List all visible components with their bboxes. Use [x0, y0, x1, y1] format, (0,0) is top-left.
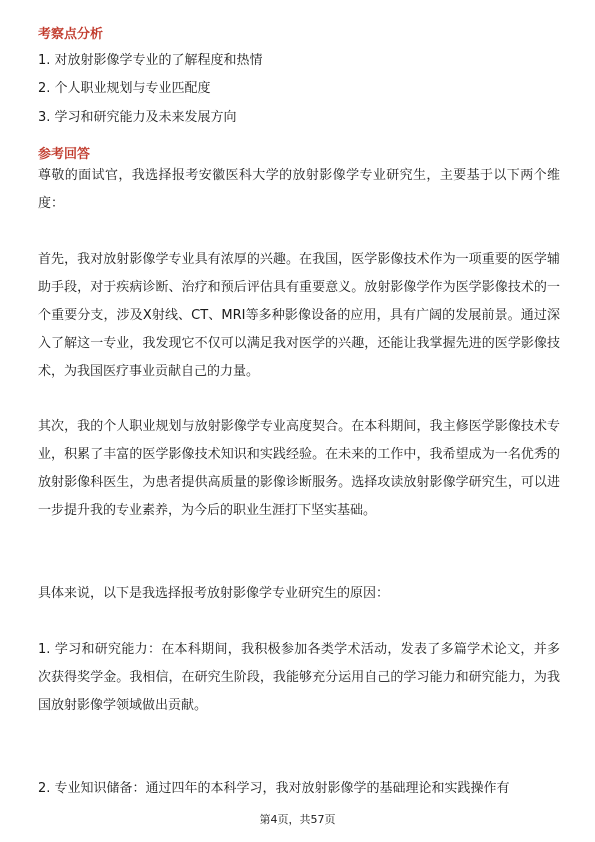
analysis-point-3: 3. 学习和研究能力及未来发展方向 [38, 110, 237, 125]
analysis-point-2: 2. 个人职业规划与专业匹配度 [38, 81, 211, 96]
answer-paragraph-reason-2: 2. 专业知识储备：通过四年的本科学习，我对放射影像学的基础理论和实践操作有 [38, 781, 510, 796]
answer-paragraph-reasons-intro: 具体来说，以下是我选择报考放射影像学专业研究生的原因： [38, 586, 390, 601]
analysis-point-1: 1. 对放射影像学专业的了解程度和热情 [38, 53, 263, 68]
answer-paragraph-interest: 首先，我对放射影像学专业具有浓厚的兴趣。在我国，医学影像技术作为一项重要的医学辅助手段，对于疾病诊断、治疗和预后评估具有重要意义。放射影像学作为医学影像技术的一个重要分支，涉及X射线、CT、MRI等多种影像设备的应用，具有广阔的发展前景。通过深入了解这一专业，我发现它不仅可以满足我对医学的兴趣，还能让我掌握先进的医学影像技术，为我国医疗事业贡献自己的力量。 [38, 252, 560, 379]
section-heading-analysis: 考察点分析 [38, 27, 104, 42]
answer-paragraph-career: 其次，我的个人职业规划与放射影像学专业高度契合。在本科期间，我主修医学影像技术专业，积累了丰富的医学影像技术知识和实践经验。在未来的工作中，我希望成为一名优秀的放射影像科医生，为患者提供高质量的影像诊断服务。选择攻读放射影像学研究生，可以进一步提升我的专业素养，为今后的职业生涯打下坚实基础。 [38, 419, 560, 518]
answer-paragraph-intro: 尊敬的面试官，我选择报考安徽医科大学的放射影像学专业研究生，主要基于以下两个维度： [38, 168, 560, 211]
answer-paragraph-reason-1: 1. 学习和研究能力：在本科期间，我积极参加各类学术活动，发表了多篇学术论文，并多次获得奖学金。我相信，在研究生阶段，我能够充分运用自己的学习能力和研究能力，为我国放射影像学领域做出贡献。 [38, 642, 560, 713]
page-number: 第4页，共57页 [259, 813, 336, 826]
section-heading-answer: 参考回答 [38, 147, 91, 162]
